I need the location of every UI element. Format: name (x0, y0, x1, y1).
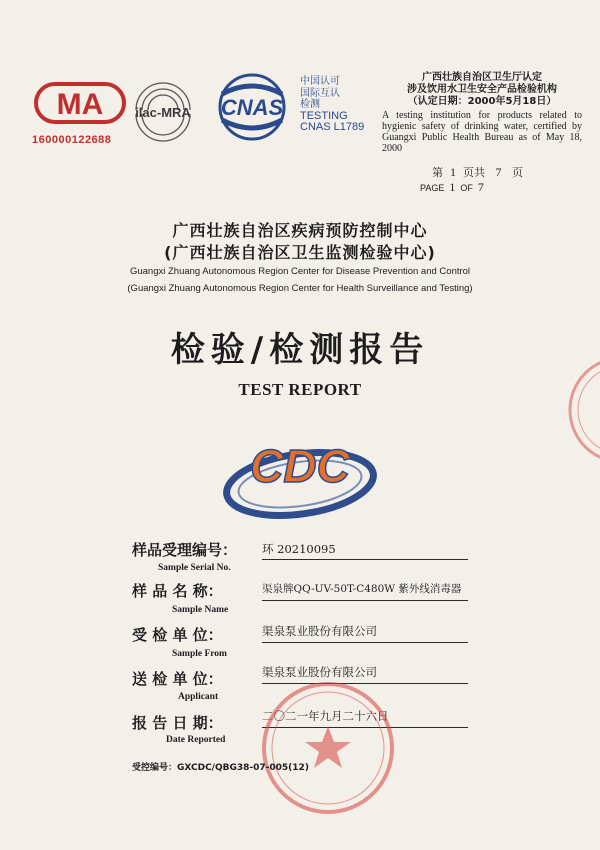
ilac-mra-text: ilac-MRA (135, 105, 191, 120)
field-label-date: 报 告 日 期： (132, 714, 223, 732)
cdc-logo-text: CDC (250, 440, 350, 492)
page-en-current: 1 (449, 180, 456, 194)
cnas-accreditation-text (300, 76, 364, 134)
field-value-sample-from: 渠泉泵业股份有限公司 (262, 624, 377, 638)
field-value-date: 二〇二一年九月二十六日 (262, 709, 389, 723)
field-label-sample-from: 受 检 单 位： (132, 626, 223, 644)
cma-logo-text: MA (56, 88, 104, 121)
page-en-total: 7 (477, 180, 484, 194)
certification-cn-line: 广西壮族自治区卫生厅认定 (422, 72, 542, 83)
field-value-serial: 环 20210095 (262, 542, 336, 556)
control-number: 受控编号：GXCDC/QBG38-07-005(12) (132, 763, 309, 773)
field-sub-applicant: Applicant (178, 692, 219, 702)
cnas-line: 国际互认 (300, 87, 340, 99)
organization-en-name: Guangxi Zhuang Autonomous Region Center for Disease Prevention and Control (129, 266, 471, 277)
field-underline (262, 559, 468, 560)
official-seal-stamp (258, 678, 398, 818)
organization-cn-alt-name: (广西壮族自治区卫生监测检验中心) (164, 243, 436, 262)
cnas-line: TESTING (300, 109, 348, 122)
report-title-en: TEST REPORT (238, 380, 362, 399)
certification-cn-line: （认定日期：2000年5月18日） (407, 96, 557, 107)
cnas-line: 检测 (300, 99, 320, 110)
page-indicator-cn (432, 164, 523, 180)
cdc-logo (222, 420, 378, 526)
page-cn-mid: 页共 (463, 166, 485, 179)
field-sub-sample-from: Sample From (172, 649, 227, 659)
field-sub-sample-name: Sample Name (172, 605, 229, 615)
seal-stamp-edge (552, 350, 600, 470)
certification-cn (382, 72, 582, 108)
cnas-logo-text: CNAS (220, 95, 284, 120)
page-en-mid: OF (460, 183, 473, 193)
page-en-prefix: PAGE (420, 183, 445, 193)
organization-en-alt-name: (Guangxi Zhuang Autonomous Region Center for Health Surveillance and Testing) (127, 283, 473, 294)
cnas-line: 中国认可 (300, 76, 340, 87)
cma-number: 160000122688 (32, 134, 112, 146)
cnas-line: CNAS L1789 (300, 121, 365, 133)
field-label-applicant: 送 检 单 位： (132, 670, 223, 688)
certification-en: A testing institution for products related to hygienic safety of drinking water, certified by Guangxi Public Health Bureau as of May 18, 2000 (382, 110, 582, 154)
field-value-sample-name: 渠泉牌QQ-UV-50T-C480W 紫外线消毒器 (262, 583, 462, 595)
page-total: 7 (495, 165, 502, 179)
page-current: 1 (450, 165, 456, 179)
cma-logo (34, 80, 126, 126)
field-underline (262, 642, 468, 643)
certification-cn-line: 涉及饮用水卫生安全产品检验机构 (407, 84, 557, 95)
field-sub-serial: Sample Serial No. (158, 563, 231, 573)
page-cn-prefix: 第 (432, 166, 443, 179)
organization-cn-name: 广西壮族自治区疾病预防控制中心 (172, 221, 428, 240)
page-indicator-en (420, 180, 484, 195)
field-underline (262, 600, 468, 601)
field-label-serial: 样品受理编号： (132, 541, 238, 559)
cnas-logo (206, 72, 298, 142)
field-sub-date: Date Reported (166, 735, 226, 745)
report-title-cn: 检验/检测报告 (170, 330, 430, 370)
page-cn-suffix: 页 (512, 166, 523, 179)
field-value-applicant: 渠泉泵业股份有限公司 (262, 665, 377, 679)
field-label-sample-name: 样 品 名 称： (132, 582, 223, 600)
ilac-mra-logo (122, 70, 204, 144)
